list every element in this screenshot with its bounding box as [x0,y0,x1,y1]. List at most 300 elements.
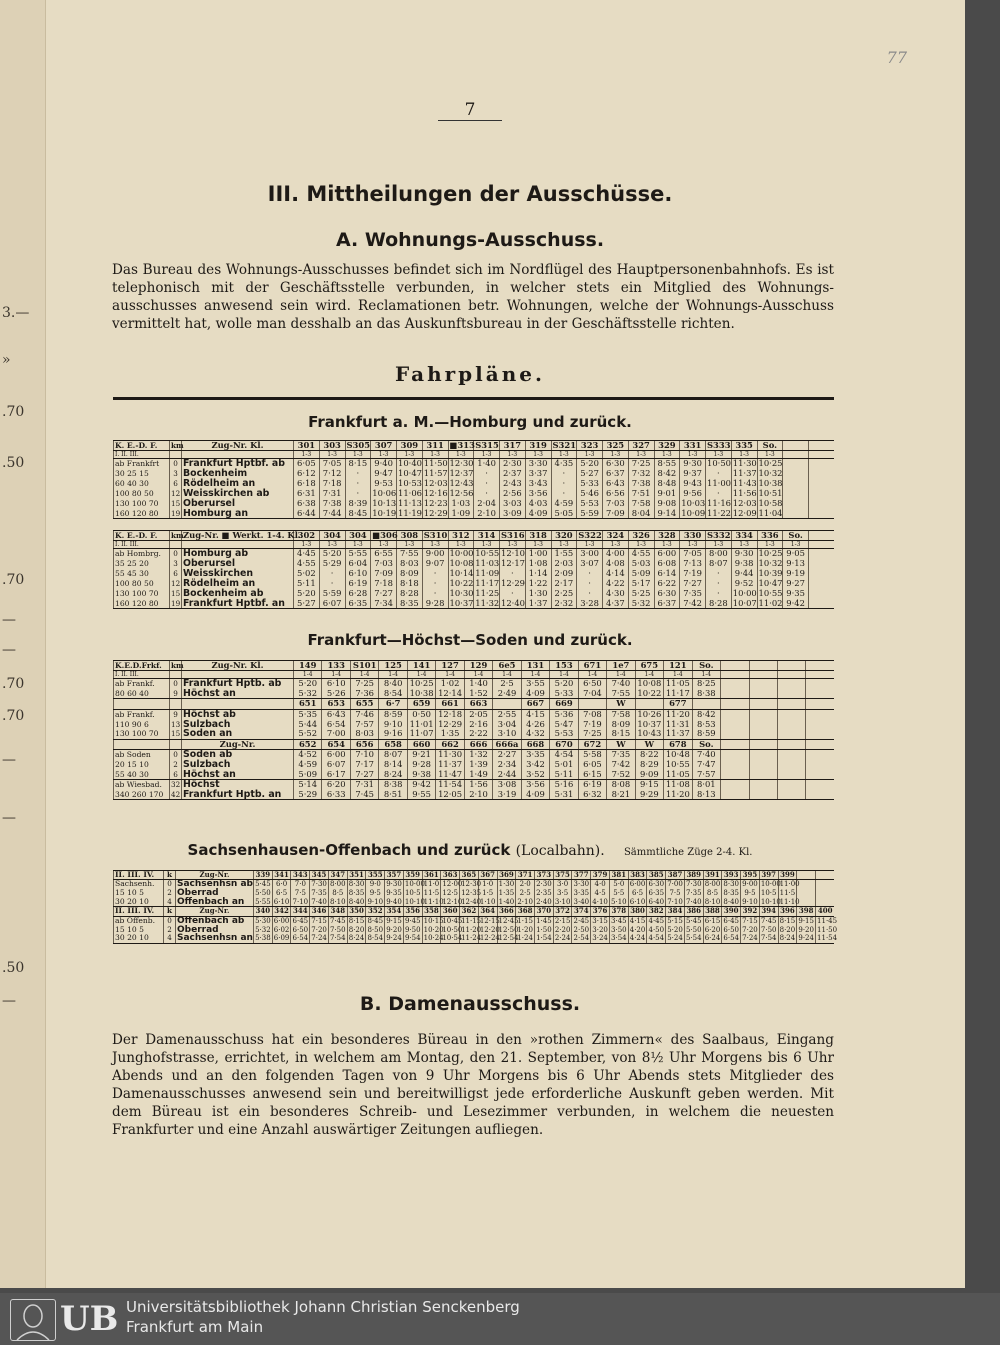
departure-time: 5·26 [322,689,350,699]
fare-class-header: I. II. III. [114,541,170,549]
fare-cell: 100 80 50 [114,579,170,589]
departure-time: 10·38 [407,689,435,699]
station-name: Oberrad [176,925,254,934]
train-number: 658 [379,739,407,749]
departure-time: 1·49 [464,770,492,780]
departure-time: 6·50 [578,679,606,689]
departure-time: 2·22 [464,729,492,739]
train-number: 384 [666,907,685,916]
departure-time: 11·20 [461,925,482,934]
departure-time: 6·56 [603,489,629,499]
departure-time: 7·34 [371,599,397,609]
departure-time: 7·32 [628,469,654,479]
station-name: Bockenheim [182,469,294,479]
departure-time: 12·16 [423,488,448,499]
train-number: 356 [403,907,422,916]
departure-time: 6·15 [704,916,721,925]
departure-time: 1·40 [474,459,500,469]
departure-time: 4·55 [294,559,320,569]
train-number: 341 [272,871,291,880]
departure-time: 4·24 [629,934,646,943]
departure-time [797,889,816,898]
departure-time [806,719,834,729]
fare-cell: 160 120 80 [114,509,170,519]
train-number: ■313 [449,440,475,450]
departure-time: 6·30 [603,459,629,469]
train-number: 394 [759,907,778,916]
departure-time: 8·42 [692,709,720,719]
km-header: km [171,531,184,540]
departure-time: 6·5 [628,889,647,898]
departure-time: 12·10 [442,897,463,906]
departure-time: 7·55 [607,689,635,699]
departure-time: 8·59 [379,709,407,719]
departure-time: 9·56 [680,489,706,499]
departure-time: 10·39 [758,568,783,579]
departure-time: 10·50 [707,458,731,469]
fare-cell: 60 40 30 [114,479,170,489]
train-number: 662 [436,739,464,749]
departure-time: 3·42 [521,760,549,770]
departure-time [749,679,777,689]
km-cell: 12 [171,489,181,499]
departure-time: 11·30 [732,458,757,469]
departure-time: 6·37 [654,599,680,609]
departure-time: 5·30 [255,916,271,925]
departure-time: 10·55 [758,588,783,599]
departure-time: 12·18 [436,709,464,719]
departure-time: 8·5 [328,889,347,898]
train-number: 380 [628,907,647,916]
departure-time [809,549,835,559]
departure-time: 11·10 [779,897,800,906]
station-name: Frankfurt Hptb. an [182,790,294,800]
train-number: 370 [535,907,554,916]
departure-time: 9·0 [366,880,385,889]
train-number: 312 [448,531,474,541]
departure-time: 10·5 [404,889,421,898]
departure-time: 7·24 [742,934,758,943]
train-number: 133 [322,661,350,671]
km-cell: 0 [170,750,182,760]
departure-time: 2·34 [493,760,521,770]
fare-cell: 30 20 10 [114,934,164,943]
departure-time: 6·31 [294,489,320,499]
train-number [635,699,663,709]
km-cell: 0 [164,916,176,925]
train-number [777,699,805,709]
departure-time: 12·35 [461,889,482,898]
train-number: 347 [328,871,347,880]
departure-time: 5·20 [550,679,578,689]
departure-time: 12·29 [423,507,448,518]
departure-time: 9·20 [386,925,402,934]
departure-time [806,760,834,770]
departure-time: 7·10 [667,897,683,906]
train-number: 659 [407,699,435,709]
offenbach-note: Sämmtliche Züge 2-4. Kl. [623,847,753,858]
train-number: 328 [654,531,680,541]
train-class: 1-3 [294,541,320,549]
train-class [783,451,809,459]
departure-time: 7·30 [311,880,327,889]
departure-time: 8·40 [379,679,407,689]
departure-time [777,709,805,719]
departure-time: 4·55 [628,549,654,559]
departure-time: 7·15 [742,916,758,925]
departure-time [721,729,749,739]
soden-timetable-title: Frankfurt—Höchst—Soden und zurück. [307,631,633,649]
departure-time: 1·14 [525,569,551,579]
departure-time [809,599,835,609]
station-name: Bockenheim ab [182,589,294,599]
departure-time: 10·25 [758,458,783,469]
departure-time: 7·15 [311,916,327,925]
timetables-heading: Fahrpläne. [395,362,545,386]
departure-time: 7·55 [397,549,423,559]
train-class: 1-4 [607,671,635,679]
departure-time: 5·27 [577,469,603,479]
train-number: 386 [684,907,703,916]
train-number: 668 [521,739,549,749]
departure-time: 12·14 [436,689,464,699]
departure-time: 1·20 [517,925,533,934]
departure-time: 6·17 [322,770,350,780]
departure-time [806,709,834,719]
departure-time: 10·47 [398,468,422,479]
km-blank [170,671,182,679]
departure-time: 6·0 [272,880,291,889]
departure-time: 8·14 [379,760,407,770]
departure-time: 8·10 [330,897,346,906]
station-name: Sulzbach [182,719,294,729]
departure-time [777,770,805,780]
train-number: S333 [707,440,731,450]
train-class: 1-3 [628,451,654,459]
departure-time: 6·33 [322,790,350,800]
departure-time: 4·50 [648,925,665,934]
departure-time: 2·17 [551,579,577,589]
departure-time: 11·09 [475,568,500,579]
km-cell: 9 [170,689,182,699]
train-class: 1-3 [345,451,371,459]
departure-time: 5·25 [628,589,654,599]
departure-time: 1·22 [525,579,551,589]
departure-time: 6·05 [578,760,606,770]
departure-time: 2·05 [464,709,492,719]
departure-time: 6·24 [704,934,721,943]
departure-time: 7·57 [350,719,378,729]
train-number: 340 [254,907,273,916]
train-class: 1-4 [350,671,378,679]
departure-time: 4·09 [521,689,549,699]
departure-time: 3·50 [611,925,627,934]
section-a-text: Das Bureau des Wohnungs-Ausschusses befindet sich im Nordflügel des Hauptpersonenbahnhofs. Es ist telephonisch mit der Geschäftsstelle verbunden, in welcher stets ein Mitglied des Wohnungs-ausschusses anwesend sein wird. Reclamationen betr. Wohnungen, welche der Wohnungs-Ausschuss vermittelt hat, wolle man desshalb an das Auskunftsbureau in der Geschäftsstelle richten. [112,262,834,332]
departure-time [749,750,777,760]
departure-time: 2·09 [551,569,577,579]
train-number: 351 [347,871,366,880]
departure-time: 9·15 [798,916,814,925]
train-number: 335 [731,441,757,451]
departure-time: 9·27 [783,579,809,589]
departure-time: 10·20 [423,925,444,934]
train-number [493,699,521,709]
train-class: 1-4 [664,671,692,679]
departure-time: 11·43 [732,478,757,489]
departure-time: 5·54 [685,934,702,943]
train-class: 1-3 [654,451,680,459]
zug-header: Zug-Nr. [182,739,294,749]
departure-time: 8·40 [723,897,740,906]
timetable-row [114,729,835,739]
departure-time: 7·19 [578,719,606,729]
departure-time: 5·45 [255,880,271,889]
departure-time: 3·04 [493,719,521,729]
departure-time: 2·30 [536,880,552,889]
departure-time: 5·29 [294,790,322,800]
departure-time: 5·36 [550,709,578,719]
departure-time: 8·09 [607,719,635,729]
train-number: So. [692,661,720,671]
departure-time: 6·43 [603,479,629,489]
train-number [816,871,835,880]
departure-time: 4·09 [521,790,549,800]
departure-time: 7·04 [578,689,606,699]
departure-time: 10·5 [760,889,777,898]
homburg-timetable-title: Frankfurt a. M.—Homburg und zurück. [308,413,632,431]
train-number: So. [783,531,809,541]
departure-time: 1·32 [464,750,492,760]
train-number: 677 [664,699,692,709]
departure-time: 9·21 [407,750,435,760]
departure-time: 10·37 [635,719,663,729]
departure-time: 5·16 [550,780,578,790]
departure-time: 10·00 [760,880,781,889]
departure-time: 3·24 [592,934,608,943]
departure-time: 9·35 [386,889,402,898]
departure-time: · [474,489,500,499]
train-number: 302 [294,531,320,541]
departure-time: 3·56 [521,780,549,790]
departure-time: 7·40 [685,897,702,906]
departure-time: 6·5 [272,889,291,898]
departure-time: 7·17 [350,760,378,770]
train-number: S316 [501,530,525,540]
train-number: 354 [385,907,404,916]
station-name: Frankfurt Hptb. ab [182,679,294,689]
departure-time: 4·45 [294,549,320,559]
departure-time: 7·20 [742,925,758,934]
departure-time [806,780,834,790]
departure-time: 9·38 [731,559,757,569]
departure-time: 7·27 [680,579,706,589]
fare-cell: 30 25 15 [114,469,170,479]
fare-class-header: I. II. III. [114,671,170,679]
departure-time: 8·45 [367,916,384,925]
departure-time: 9·40 [371,459,397,469]
departure-time: 3·35 [521,750,549,760]
departure-time [749,780,777,790]
departure-time: 3·03 [500,499,526,509]
train-class: 1-3 [371,451,397,459]
departure-time: · [474,469,500,479]
departure-time: 11·15 [461,916,482,925]
km-cell: 12 [171,579,181,589]
offenbach-timetable-table [113,870,838,944]
train-number [749,699,777,709]
departure-time: 10·26 [635,709,663,719]
departure-time: 10·10 [404,897,425,906]
margin-mark: .70 [2,572,25,588]
departure-time: 9·28 [407,760,435,770]
train-number: 672 [578,739,606,749]
departure-time: 7·35 [311,889,327,898]
timetable-row [114,689,835,699]
departure-time: 1·50 [536,925,552,934]
departure-time: 8·54 [379,689,407,699]
departure-time: 3·20 [592,925,608,934]
train-number: 382 [647,907,666,916]
train-number: 327 [628,441,654,451]
train-class: 1-4 [493,671,521,679]
departure-time: 7·25 [578,729,606,739]
departure-time: 6·00 [629,880,646,889]
departure-time: 12·29 [436,719,464,729]
departure-time: 9·55 [407,790,435,800]
departure-time: 7·08 [578,709,606,719]
departure-time: · [551,469,577,479]
departure-time [777,689,805,699]
departure-time: 12·20 [479,925,500,934]
station-name: Soden ab [182,750,294,760]
departure-time: 9·29 [635,790,663,800]
departure-time: 3·45 [611,916,627,925]
departure-time: 10·24 [423,934,444,943]
departure-time: 4·54 [550,750,578,760]
departure-time: 3·35 [573,889,590,898]
train-number: 304 [345,531,371,541]
departure-time: 7·25 [350,679,378,689]
departure-time: 10·50 [442,925,463,934]
departure-time: · [345,469,371,479]
portrait-icon [10,1299,56,1341]
departure-time: 12·50 [498,925,519,934]
train-class: 1-4 [578,671,606,679]
departure-time: 7·46 [350,709,378,719]
fare-cell: 130 100 70 [114,499,170,509]
train-number: 345 [310,871,329,880]
departure-time: 11·0 [423,880,440,889]
train-number [806,661,834,671]
train-number: 348 [328,907,347,916]
departure-time: 5·59 [319,589,345,599]
departure-time: 7·54 [330,934,346,943]
train-class [809,541,835,549]
departure-time: 2·0 [516,880,535,889]
departure-time: 9·52 [731,579,757,589]
departure-time: 2·45 [573,916,590,925]
departure-time [809,499,835,509]
train-number: 320 [551,531,577,541]
departure-time: 10·58 [758,498,783,509]
departure-time: 8·42 [654,469,680,479]
departure-time [816,880,835,889]
fare-cell: ab Frankfrt [114,459,170,469]
departure-time: 8·21 [607,790,635,800]
departure-time [783,509,809,519]
departure-time: 8·15 [779,916,796,925]
train-number [806,739,834,749]
km-cell: 0 [170,549,182,559]
train-class: 1-4 [436,671,464,679]
departure-time [783,479,809,489]
departure-time: 8·29 [635,760,663,770]
departure-time: · [551,489,577,499]
train-class: 1-3 [422,541,448,549]
departure-time: 2·10 [464,790,492,800]
departure-time: 6·55 [371,549,397,559]
departure-time: 6·18 [294,479,320,489]
train-number: 395 [741,871,760,880]
km-cell: 19 [171,508,181,518]
departure-time: 11·05 [664,770,692,780]
station-name: Sachsenhsn ab [177,879,253,890]
departure-time: 1·02 [436,679,464,689]
departure-time: 3·30 [525,459,551,469]
train-class [777,671,805,679]
train-class [806,671,834,679]
train-number: 378 [609,907,628,916]
departure-time: 4·37 [603,599,629,609]
fare-header: K.E.D.Frkf. [114,661,170,671]
departure-time: 1·39 [464,760,492,770]
departure-time: 7·57 [692,770,720,780]
train-class: 1-3 [397,451,423,459]
departure-time: · [577,589,603,599]
departure-time: 6·28 [345,589,371,599]
departure-time: 8·24 [348,934,365,943]
departure-time: 3·10 [493,729,521,739]
departure-time: 7·31 [319,489,345,499]
departure-time [777,729,805,739]
departure-time: 2·54 [573,934,590,943]
train-number [777,739,805,749]
departure-time: 7·24 [311,934,327,943]
departure-time: 12·5 [442,889,458,898]
km-cell: 3 [170,469,182,479]
train-number: 6e5 [493,661,521,671]
departure-time: 12·15 [479,916,500,925]
zug-header: Zug-Nr. [176,907,254,916]
departure-time: 1·5 [478,889,497,898]
station-name: Höchst [182,780,294,790]
margin-mark: — [2,752,16,768]
departure-time: 11·07 [407,729,435,739]
km-header: km [171,661,184,670]
departure-time [749,729,777,739]
departure-time: 5·38 [255,934,271,943]
train-number: W [635,739,663,749]
departure-time: 5·20 [294,589,320,599]
departure-time: 8·28 [706,599,732,609]
train-number: 399 [778,871,797,880]
departure-time: 4·15 [629,916,646,925]
train-number: 317 [500,441,526,451]
fare-cell: Sachsenh. [114,880,164,889]
departure-time: 9·24 [386,934,402,943]
departure-time: 7·18 [319,479,345,489]
train-class: 1-3 [654,541,680,549]
